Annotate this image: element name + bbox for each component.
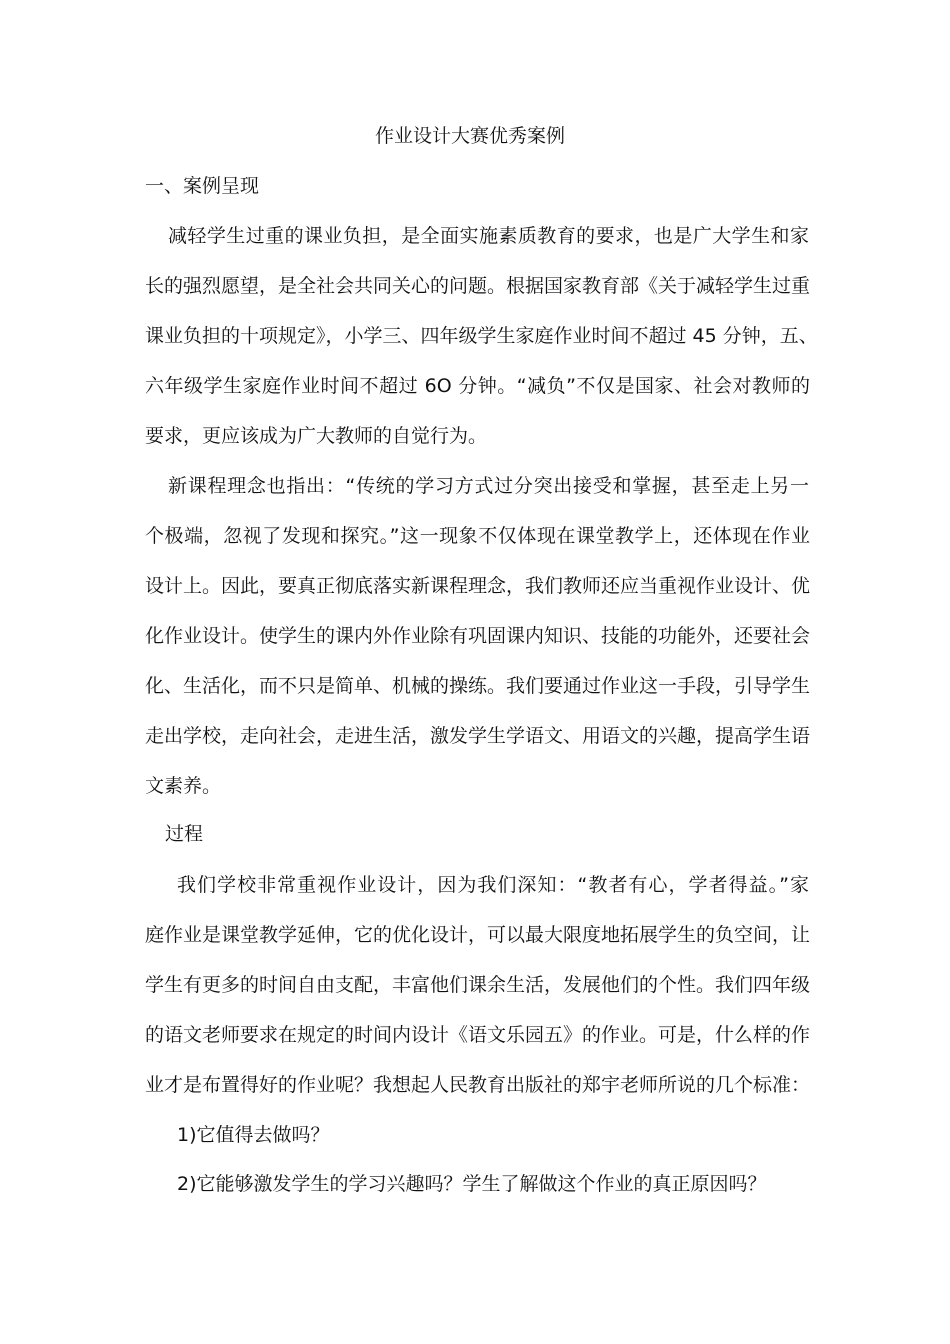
criteria-item: 2)它能够激发学生的学习兴趣吗？学生了解做这个作业的真正原因吗？ [177, 1173, 767, 1195]
paragraph-line: 的语文老师要求在规定的时间内设计《语文乐园五》的作业。可是，什么样的作 [145, 1024, 811, 1046]
paragraph-line: 文素养。 [145, 775, 222, 797]
paragraph-line: 新课程理念也指出：“传统的学习方式过分突出接受和掌握，甚至走上另一 [168, 475, 809, 497]
criteria-item: 1)它值得去做吗？ [177, 1124, 330, 1146]
paragraph-line: 学生有更多的时间自由支配，丰富他们课余生活，发展他们的个性。我们四年级 [145, 974, 811, 996]
paragraph-line: 设计上。因此，要真正彻底落实新课程理念，我们教师还应当重视作业设计、优 [145, 575, 811, 597]
paragraph-line: 化、生活化，而不只是简单、机械的操练。我们要通过作业这一手段，引导学生 [145, 675, 811, 697]
paragraph-line: 要求，更应该成为广大教师的自觉行为。 [145, 425, 488, 447]
paragraph-line: 个极端，忽视了发现和探究。”这一现象不仅体现在课堂教学上，还体现在作业 [145, 525, 810, 547]
paragraph-line: 六年级学生家庭作业时间不超过 6O 分钟。“减负”不仅是国家、社会对教师的 [145, 375, 810, 397]
paragraph-line: 我们学校非常重视作业设计，因为我们深知：“教者有心，学者得益。”家 [177, 874, 809, 896]
paragraph-line: 走出学校，走向社会，走进生活，激发学生学语文、用语文的兴趣，提高学生语 [145, 725, 811, 747]
paragraph-line: 减轻学生过重的课业负担，是全面实施素质教育的要求，也是广大学生和家 [168, 225, 809, 247]
paragraph-line: 化作业设计。使学生的课内外作业除有巩固课内知识、技能的功能外，还要社会 [145, 625, 811, 647]
paragraph-line: 长的强烈愿望，是全社会共同关心的问题。根据国家教育部《关于减轻学生过重 [145, 275, 811, 297]
paragraph-line: 业才是布置得好的作业呢？我想起人民教育出版社的郑宇老师所说的几个标准： [145, 1074, 811, 1096]
process-heading: 过程 [165, 823, 204, 845]
document-title: 作业设计大赛优秀案例 [374, 125, 565, 147]
paragraph-line: 课业负担的十项规定》，小学三、四年级学生家庭作业时间不超过 45 分钟，五、 [145, 325, 818, 347]
section-heading: 一、案例呈现 [145, 175, 260, 197]
paragraph-line: 庭作业是课堂教学延伸，它的优化设计，可以最大限度地拓展学生的负空间，让 [145, 924, 811, 946]
